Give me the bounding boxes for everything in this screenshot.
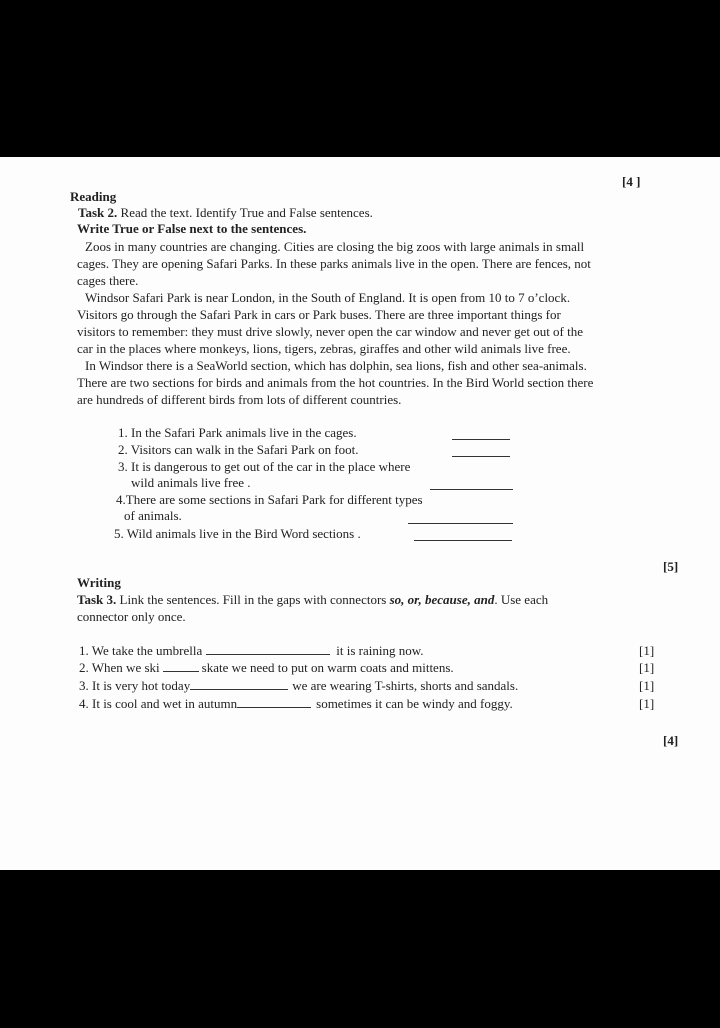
task3-mark: [4] [663, 733, 679, 748]
writing-heading: Writing [77, 575, 121, 590]
answer-blank-4[interactable] [408, 523, 513, 524]
gap-sentence-1: 1. We take the umbrella it is raining now. [79, 643, 424, 658]
text-line-3: cages there. [77, 273, 139, 288]
text-line-6: visitors to remember: they must drive slowly, never open the car window and never get out of the [77, 324, 584, 339]
text-line-5: Visitors go through the Safari Park in cars or Park buses. There are three important things for [77, 307, 561, 322]
statement-3: 3. It is dangerous to get out of the car in the place where [118, 459, 411, 474]
reading-heading: Reading [70, 189, 117, 204]
answer-blank-2[interactable] [452, 456, 510, 457]
task3-title-cont: connector only once. [77, 609, 186, 624]
gap-blank-2[interactable] [163, 660, 199, 672]
gap-sentence-3: 3. It is very hot today we are wearing T-shirts, shorts and sandals. [79, 678, 519, 693]
text-line-1: Zoos in many countries are changing. Cities are closing the big zoos with large animals in small [85, 239, 585, 254]
item-mark-4: [1] [639, 696, 655, 711]
statement-3-cont: wild animals live free . [131, 475, 251, 490]
text-line-8: In Windsor there is a SeaWorld section, which has dolphin, sea lions, fish and other sea-animals. [85, 358, 587, 373]
worksheet-page [0, 157, 720, 870]
statement-4-cont: of animals. [124, 508, 182, 523]
statement-5: 5. Wild animals live in the Bird Word sections . [114, 526, 361, 541]
text-line-7: car in the places where monkeys, lions, tigers, zebras, giraffes and other wild animals live free. [77, 341, 571, 356]
item-mark-1: [1] [639, 643, 655, 658]
text-line-2: cages. They are opening Safari Parks. In these parks animals live in the open. There are fences, not [77, 256, 591, 271]
task2-mark: [5] [663, 559, 679, 574]
gap-sentence-4: 4. It is cool and wet in autumn sometimes it can be windy and foggy. [79, 696, 513, 711]
answer-blank-5[interactable] [414, 540, 512, 541]
statement-4: 4.There are some sections in Safari Park for different types [116, 492, 423, 507]
gap-blank-3[interactable] [190, 678, 288, 690]
answer-blank-3[interactable] [430, 489, 513, 490]
statement-2: 2. Visitors can walk in the Safari Park on foot. [118, 442, 359, 457]
text-line-9: There are two sections for birds and animals from the hot countries. In the Bird World section there [77, 375, 594, 390]
answer-blank-1[interactable] [452, 439, 510, 440]
task3-title: Task 3. Link the sentences. Fill in the gaps with connectors so, or, because, and. Use each [77, 592, 549, 607]
gap-sentence-2: 2. When we ski skate we need to put on warm coats and mittens. [79, 660, 454, 675]
task2-title: Task 2. Read the text. Identify True and False sentences. [78, 205, 373, 220]
item-mark-3: [1] [639, 678, 655, 693]
text-line-4: Windsor Safari Park is near London, in the South of England. It is open from 10 to 7 o’clock. [85, 290, 571, 305]
top-mark: [4 ] [622, 174, 641, 189]
item-mark-2: [1] [639, 660, 655, 675]
gap-blank-4[interactable] [237, 696, 311, 708]
task2-instruction: Write True or False next to the sentences. [77, 221, 307, 236]
statement-1: 1. In the Safari Park animals live in the cages. [118, 425, 357, 440]
gap-blank-1[interactable] [206, 643, 330, 655]
text-line-10: are hundreds of different birds from lots of different countries. [77, 392, 402, 407]
